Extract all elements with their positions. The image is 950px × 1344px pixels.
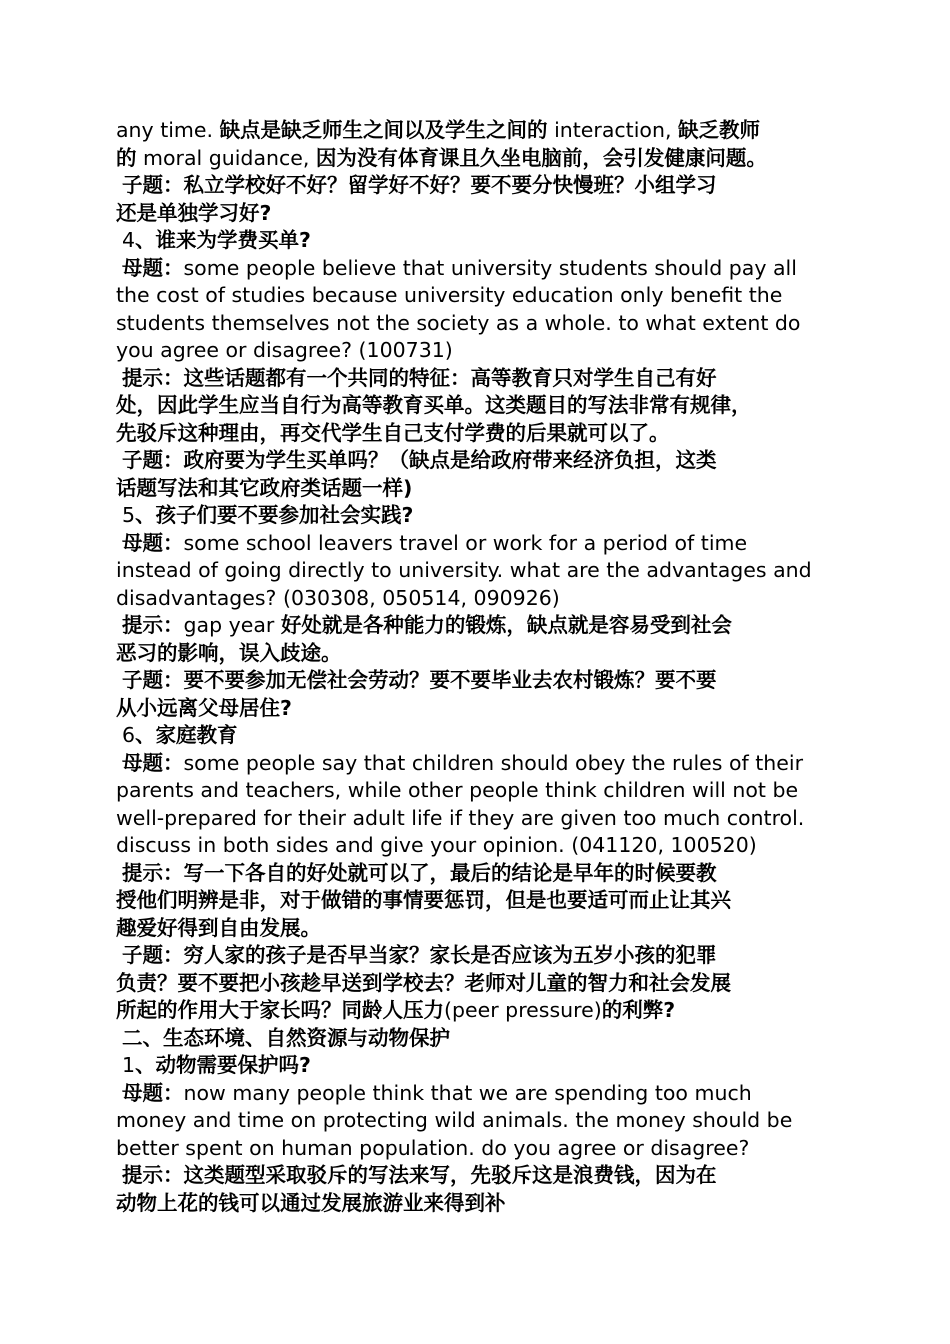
text-line <box>116 200 840 228</box>
plain-text: parents and teachers, while other people think children will not be <box>116 778 799 802</box>
bold-text: 母题： <box>122 1080 184 1105</box>
bold-text: 、谁来为学费买单? <box>135 228 311 252</box>
bold-text: 的 <box>116 145 137 170</box>
bold-text: 好处就是各种能力的锻炼，缺点就是容易受到社会 <box>280 613 732 637</box>
text-line <box>116 585 840 613</box>
bold-text: 负责？要不要把小孩趁早送到学校去？老师对儿童的智力和社会发展 <box>116 970 731 995</box>
bold-text: 提示：这些话题都有一个共同的特征：高等教育只对学生自己有好 <box>122 365 717 390</box>
text-line <box>116 255 840 283</box>
text-line <box>116 392 840 420</box>
bold-text: 动物上花的钱可以通过发展旅游业来得到补 <box>116 1190 506 1215</box>
text-line <box>116 172 840 200</box>
text-line <box>116 750 840 778</box>
bold-text: 、孩子们要不要参加社会实践? <box>135 503 414 527</box>
text-line <box>116 502 840 530</box>
plain-text: 1 <box>122 1053 136 1077</box>
text-line <box>116 337 840 365</box>
text-line <box>116 310 840 338</box>
text-line <box>116 1080 840 1108</box>
plain-text: 4 <box>122 228 136 252</box>
bold-text: 母题： <box>122 255 184 280</box>
plain-text: 5 <box>122 503 136 527</box>
plain-text: any time. <box>116 118 220 142</box>
bold-text: 缺点是缺乏师生之间以及学生之间的 <box>219 118 548 142</box>
text-line <box>116 117 840 145</box>
bold-text: 处，因此学生应当自行为高等教育买单。这类题目的写法非常有规律， <box>116 393 752 417</box>
text-line <box>116 777 840 805</box>
plain-text: interaction, <box>547 118 678 142</box>
document-body <box>116 117 840 1217</box>
bold-text: 提示：写一下各自的好处就可以了，最后的结论是早年的时候要教 <box>122 860 717 885</box>
plain-text: some school leavers travel or work for a period of time <box>183 530 748 555</box>
bold-text: 母题： <box>122 750 184 775</box>
bold-text: 二、生态环境、自然资源与动物保护 <box>122 1025 450 1050</box>
bold-text: 趣爱好得到自由发展。 <box>116 915 321 940</box>
bold-text: 恶习的影响，误入歧途。 <box>116 640 342 665</box>
text-line <box>116 282 840 310</box>
plain-text: better spent on human population. do you agree or disagree? <box>116 1135 750 1160</box>
text-line <box>116 970 840 998</box>
bold-text: 话题写法和其它政府类话题一样) <box>116 475 413 500</box>
bold-text: 缺乏教师 <box>677 118 760 142</box>
text-line <box>116 805 840 833</box>
bold-text: 、动物需要保护吗? <box>135 1053 311 1077</box>
bold-text: 提示： <box>122 613 184 637</box>
text-line <box>116 887 840 915</box>
bold-text: 所起的作用大于家长吗？同龄人压力 <box>116 998 444 1022</box>
text-line <box>116 997 840 1025</box>
plain-text: the cost of studies because university education only benefit the <box>116 283 783 307</box>
bold-text: 子题：穷人家的孩子是否早当家？家长是否应该为五岁小孩的犯罪 <box>122 943 717 967</box>
bold-text: 因为没有体育课且久坐电脑前，会引发健康问题。 <box>315 145 767 170</box>
text-line <box>116 832 840 860</box>
bold-text: 、家庭教育 <box>135 723 238 747</box>
plain-text: (peer pressure) <box>444 998 602 1022</box>
text-line <box>116 1162 840 1190</box>
plain-text: some people believe that university students should pay all <box>183 255 797 280</box>
bold-text: 子题：政府要为学生买单吗？（缺点是给政府带来经济负担，这类 <box>122 448 717 472</box>
text-line <box>116 667 840 695</box>
text-line <box>116 227 840 255</box>
plain-text: you agree or disagree? (100731) <box>116 338 453 362</box>
text-line <box>116 942 840 970</box>
plain-text: instead of going directly to university. what are the advantages and <box>116 558 812 582</box>
bold-text: 子题：私立学校好不好？留学好不好？要不要分快慢班？小组学习 <box>122 173 717 197</box>
plain-text: now many people think that we are spending too much <box>183 1080 752 1105</box>
text-line <box>116 365 840 393</box>
plain-text: gap year <box>183 613 281 637</box>
text-line <box>116 557 840 585</box>
plain-text: discuss in both sides and give your opinion. (041120, 100520) <box>116 833 757 857</box>
text-line <box>116 695 840 723</box>
text-line <box>116 420 840 448</box>
text-line <box>116 722 840 750</box>
bold-text: 授他们明辨是非，对于做错的事情要惩罚，但是也要适可而止让其兴 <box>116 888 731 912</box>
text-line <box>116 1052 840 1080</box>
bold-text: 的利弊? <box>601 998 676 1022</box>
text-line <box>116 915 840 943</box>
plain-text: disadvantages? (030308, 050514, 090926) <box>116 585 560 610</box>
text-line <box>116 1135 840 1163</box>
text-line <box>116 640 840 668</box>
bold-text: 从小远离父母居住? <box>116 695 292 720</box>
text-line <box>116 1025 840 1053</box>
bold-text: 还是单独学习好? <box>116 200 272 225</box>
plain-text: students themselves not the society as a whole. to what extent do <box>116 310 801 335</box>
text-line <box>116 475 840 503</box>
plain-text: 6 <box>122 723 136 747</box>
bold-text: 子题：要不要参加无偿社会劳动？要不要毕业去农村锻炼？要不要 <box>122 668 717 692</box>
text-line <box>116 860 840 888</box>
bold-text: 提示：这类题型采取驳斥的写法来写，先驳斥这是浪费钱，因为在 <box>122 1163 717 1187</box>
text-line <box>116 530 840 558</box>
text-line <box>116 447 840 475</box>
plain-text: money and time on protecting wild animals. the money should be <box>116 1108 793 1132</box>
bold-text: 母题： <box>122 530 184 555</box>
text-line <box>116 1190 840 1218</box>
plain-text: some people say that children should obey the rules of their <box>183 750 804 775</box>
text-line <box>116 1107 840 1135</box>
plain-text: well-prepared for their adult life if they are given too much control. <box>116 805 805 830</box>
bold-text: 先驳斥这种理由，再交代学生自己支付学费的后果就可以了。 <box>116 420 670 445</box>
plain-text: moral guidance, <box>136 145 316 170</box>
text-line <box>116 145 840 173</box>
text-line <box>116 612 840 640</box>
